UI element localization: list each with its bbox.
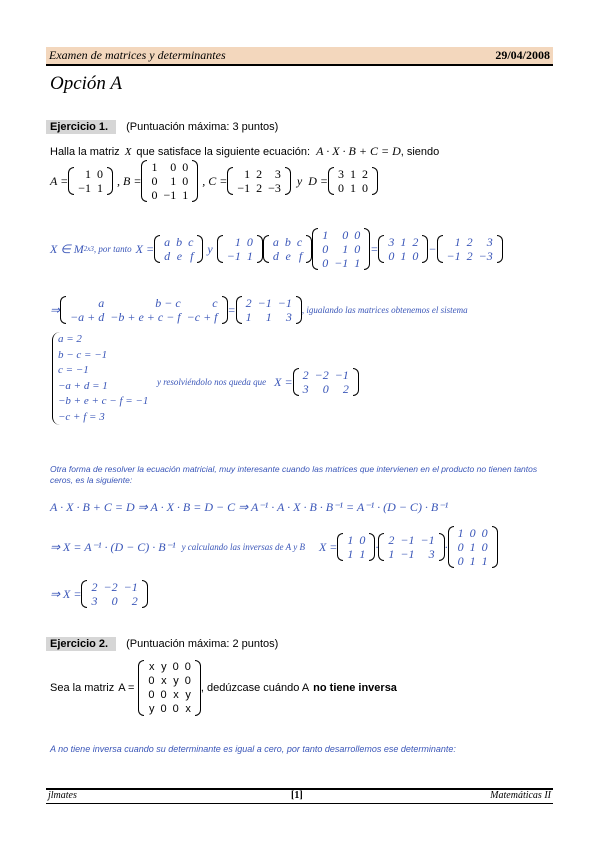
alt-step: ⇒ X = A⁻¹ · (D − C) · B⁻¹ y calculando las inversas de A y B X = 1 0 1 1 · 2 −1 −1 1 −1 3 · 1 0 0 0 1 0 0 1 1 [50, 526, 498, 568]
prompt-text: Sea la matriz [50, 682, 115, 694]
page-header [46, 47, 553, 66]
footer-left: jlmates [48, 790, 77, 801]
matrix-b: 1 0 0 0 1 0 0 −1 1 [141, 160, 198, 202]
page-footer [46, 788, 553, 804]
system-equation: −a + d = 1 [58, 379, 108, 392]
header-date: 29/04/2008 [495, 48, 550, 62]
matrix-b-copy: 1 0 0 0 1 0 0 −1 1 [312, 228, 370, 270]
matrix-a-copy: 1 0 −1 1 [217, 235, 263, 263]
footer-right: Matemáticas II [490, 790, 551, 801]
matrix-a-inverse: 1 0 1 1 [337, 533, 375, 561]
var-x: X [124, 145, 132, 158]
matrix-x-solution: 2 −2 −1 3 0 2 [293, 368, 359, 396]
ex2-heading [46, 637, 278, 651]
matrix-c-copy: 1 2 3 −1 2 −3 [437, 235, 503, 263]
equation: A · X · B + C = D [316, 144, 401, 158]
ex1-points: (Puntuación máxima: 3 puntos) [126, 121, 279, 133]
system-equation: a = 2 [58, 333, 82, 345]
matrix-difference: 2 −1 −1 1 1 3 [236, 296, 302, 324]
matrix-d-minus-c: 2 −1 −1 1 −1 3 [378, 533, 444, 561]
ex2-answer: A no tiene inversa cuando su determinante es igual a cero, por tanto desarrollemos ese determinante: [50, 744, 456, 754]
ex2-label: Ejercicio 2. [46, 637, 116, 651]
prompt-text: , dedúzcase cuándo A [200, 682, 310, 694]
sol-por: , por tanto [93, 244, 132, 254]
ex1-prompt [50, 144, 439, 159]
prompt-text: Halla la matriz [50, 145, 120, 158]
matrix-m: x y 0 0 0 x y 0 0 0 x y y 0 0 x [138, 660, 201, 716]
system-equation: c = −1 [58, 364, 89, 376]
solution-equality: ⇒ a b − c c −a + d −b + e + c − f −c + f = 2 −1 −1 1 1 3 , igualando las matrices obtenemos el sistema [50, 296, 468, 324]
calculando-text: y calculando las inversas de A y B [181, 542, 305, 552]
given-matrices: A = 1 0 −1 1 , B = 1 0 0 0 1 0 0 −1 1 , C = 1 2 3 −1 2 −3 y D = 3 1 2 0 1 0 [50, 160, 378, 202]
resolviendo-text: y resolviéndolo nos queda que [157, 377, 267, 387]
system-equation: −b + e + c − f = −1 [58, 395, 149, 407]
prompt-text: , siendo [400, 145, 440, 158]
alt-chain: A · X · B + C = D ⇒ A · X · B = D − C ⇒ A⁻¹ · A · X · B · B⁻¹ = A⁻¹ · (D − C) · B⁻¹ [50, 500, 449, 514]
sol-intro: X ∈ M [50, 241, 84, 256]
equation-system [52, 332, 148, 425]
solution-setup: X ∈ M 2x3 , por tanto X = a b c d e f y 1 0 −1 1 a b c d e f 1 0 0 0 1 0 0 −1 1 = 3 1 2 0 1 0 − 1 2 3 −1 2 −3 [50, 228, 503, 270]
matrix-x-vars: a b c d e f [154, 235, 203, 263]
matrix-c: 1 2 3 −1 2 −3 [227, 167, 291, 195]
alt-method-text: Otra forma de resolver la ecuación matricial, muy interesante cuando las matrices que intervienen en el producto no tienen tantos ceros, es la siguiente: [50, 464, 538, 485]
ex1-heading [46, 120, 278, 134]
page-number: [1] [291, 790, 303, 801]
matrix-d-copy: 3 1 2 0 1 0 [378, 235, 428, 263]
ex2-points: (Puntuación máxima: 2 puntos) [126, 638, 279, 650]
matrix-d: 3 1 2 0 1 0 [328, 167, 378, 195]
page-title: Opción A [50, 73, 122, 94]
system-equation: b − c = −1 [58, 348, 108, 361]
system-equation: −c + f = 3 [58, 410, 105, 423]
matrix-x-copy: a b c d e f [263, 235, 312, 263]
matrix-x-result: 2 −2 −1 3 0 2 [81, 580, 147, 608]
prompt-text: que satisface la siguiente ecuación: [136, 145, 311, 158]
ex1-label: Ejercicio 1. [46, 120, 116, 134]
prompt-bold: no tiene inversa [313, 682, 397, 694]
sol-y: y [207, 241, 213, 256]
matrix-a: 1 0 −1 1 [68, 167, 113, 195]
matrix-product: a b − c c −a + d −b + e + c − f −c + f [60, 296, 227, 324]
header-left: Examen de matrices y determinantes [49, 48, 226, 62]
sol-sub: 2x3 [83, 245, 94, 253]
matrix-b-inverse: 1 0 0 0 1 0 0 1 1 [448, 526, 498, 568]
alt-step-eq: ⇒ X = A⁻¹ · (D − C) · B⁻¹ [50, 539, 176, 554]
solution-result: y resolviéndolo nos queda que X = 2 −2 −1 3 0 2 [157, 368, 359, 396]
alt-result: ⇒ X = 2 −2 −1 3 0 2 [50, 580, 148, 608]
ex2-prompt: Sea la matriz A = x y 0 0 0 x y 0 0 0 x y y 0 0 x , dedúzcase cuándo A no tiene inversa [50, 661, 397, 715]
igualando-text: , igualando las matrices obtenemos el sistema [301, 305, 468, 315]
